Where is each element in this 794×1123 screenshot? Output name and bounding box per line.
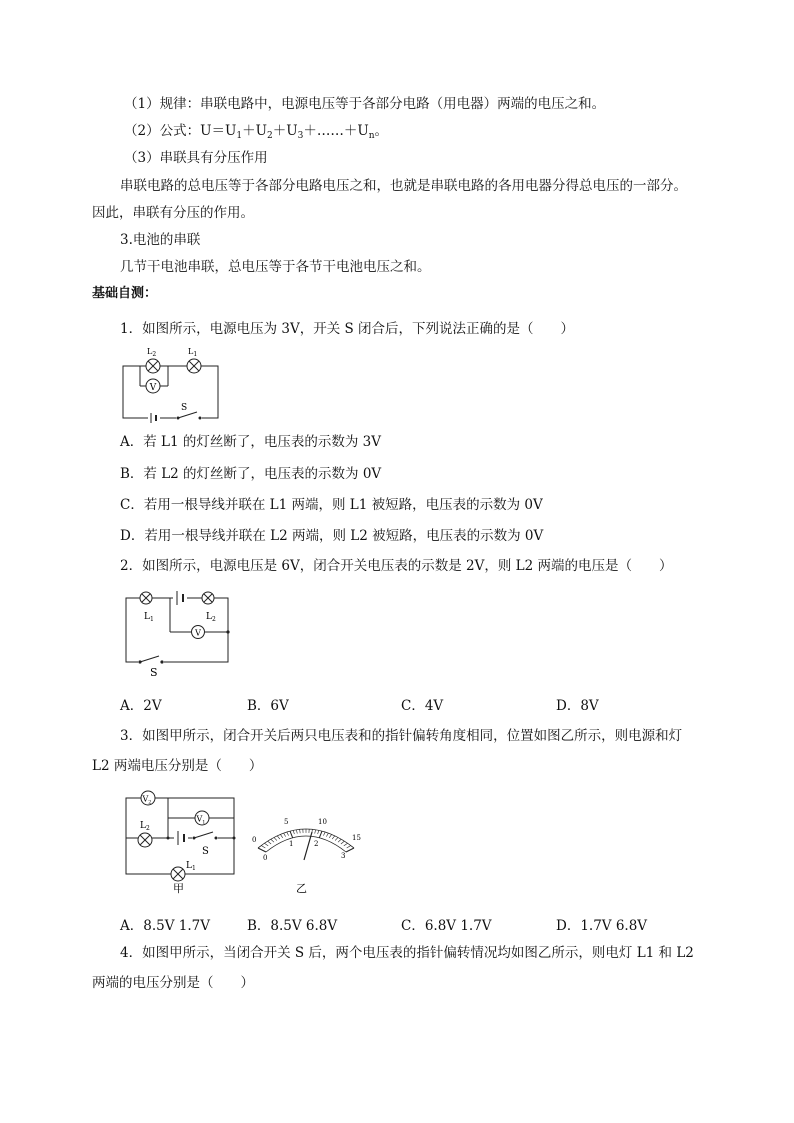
dial-tick: [280, 834, 282, 837]
q1-option-c: C．若用一根导线并联在 L1 两端，则 L1 被短路，电压表的示数为 0V: [120, 497, 543, 513]
lamp-l2-icon: [146, 359, 160, 373]
svg-text:L1: $L_1$: [186, 861, 196, 872]
voltmeter-v1-icon: [195, 811, 209, 826]
dial-tick: [332, 836, 335, 839]
svg-text:S: S: [202, 846, 209, 857]
dial-tick: [274, 837, 277, 840]
lamp-l2-icon: [138, 833, 152, 847]
q2-stem: 2．如图所示，电源电压是 6V，闭合开关电压表的示数是 2V，则 L2 两端的电压是（ ）: [120, 558, 673, 574]
outer-label-5: 5: [284, 818, 289, 826]
voltmeter-icon: [192, 626, 205, 639]
q3-stem-line-2: L2 两端电压分别是（ ）: [92, 758, 263, 774]
svg-text:V2: $V_2$: [142, 794, 152, 806]
dial-tick: [319, 831, 322, 838]
q1-option-d: D．若用一根导线并联在 L2 两端，则 L2 被短路，电压表的示数为 0V: [120, 528, 544, 544]
lamp-l1-icon: [187, 359, 201, 373]
outer-label-15: 15: [352, 834, 361, 842]
dial-tick: [261, 846, 265, 848]
lamp-l1-icon: [140, 592, 152, 604]
paragraph-1: 串联电路的总电压等于各部分电路电压之和，也就是串联电路的各用电器分得总电压的一部分。: [120, 178, 687, 194]
battery-icon: [173, 591, 187, 605]
q4-stem-line-2: 两端的电压分别是（ ）: [92, 975, 254, 991]
q2-option-b: B．6V: [247, 698, 289, 714]
inner-label-0: 0: [263, 854, 268, 862]
dial-tick: [284, 833, 286, 836]
svg-text:L2: $L_2$: [206, 612, 216, 623]
dial-tick: [338, 839, 341, 842]
q2-option-a: A．2V: [120, 698, 162, 714]
svg-text:L2: $L_2$: [140, 821, 150, 832]
rule-text: （1）规律：串联电路中，电源电压等于各部分电路（用电器）两端的电压之和。: [124, 96, 606, 112]
svg-text:乙: 乙: [296, 882, 307, 895]
q2-circuit-figure: [118, 588, 234, 679]
divide-heading: （3）串联具有分压作用: [124, 150, 268, 166]
outer-label-10: 10: [318, 818, 327, 826]
dial-tick: [344, 843, 348, 846]
dial-tick: [329, 834, 331, 837]
dial-tick: [258, 848, 266, 852]
q1-stem: 1．如图所示，电源电压为 3V，开关 S 闭合后，下列说法正确的是（ ）: [120, 321, 575, 337]
svg-text:甲: 甲: [173, 882, 184, 895]
q1-circuit-figure: [118, 344, 228, 420]
svg-text:S: S: [150, 666, 158, 679]
section-title: 基础自测：: [92, 286, 158, 301]
dial-tick: [293, 830, 294, 834]
lamp-l1-icon: [171, 867, 185, 881]
dial-tick: [287, 832, 289, 836]
switch-icon: [138, 656, 164, 666]
dial-tick: [318, 830, 319, 834]
formula-text: （2）公式：$U=U_1+U_2+U_3+\dots\dots+U_n$。: [124, 123, 389, 141]
dial-tick: [264, 843, 268, 846]
dial-tick: [341, 841, 345, 844]
dial-tick: [268, 841, 272, 844]
dial-tick: [346, 848, 354, 852]
dial-tick: [347, 846, 351, 848]
switch-icon: [176, 412, 202, 422]
battery-icon: [148, 412, 160, 424]
voltmeter-icon: [146, 379, 160, 393]
dial-tick: [296, 830, 297, 834]
q1-option-b: B．若 L2 的灯丝断了，电压表的示数为 0V: [120, 466, 382, 482]
svg-text:V1: $V_1$: [196, 814, 206, 826]
q1-option-a: A．若 L1 的灯丝断了，电压表的示数为 3V: [120, 434, 382, 450]
dial-tick: [277, 836, 280, 839]
lamp-l2-icon: [202, 592, 214, 604]
dial-tick: [326, 833, 328, 836]
voltmeter-v2-icon: [141, 791, 155, 806]
battery-heading: 3.电池的串联: [120, 232, 201, 248]
svg-text:V: V: [195, 628, 201, 638]
paragraph-2: 因此，串联有分压的作用。: [92, 205, 254, 221]
q3-option-a: A．8.5V 1.7V: [120, 918, 210, 934]
dial-tick: [335, 837, 338, 840]
dial-tick: [323, 832, 325, 836]
q3-voltmeter-dial-yi: [246, 812, 366, 896]
q3-option-c: C．6.8V 1.7V: [401, 918, 492, 934]
q3-option-d: D．1.7V 6.8V: [556, 918, 648, 934]
dial-tick: [300, 829, 301, 833]
battery-icon: [174, 831, 188, 845]
dial-tick: [271, 839, 274, 842]
svg-text:L1: $L_1$: [188, 347, 198, 358]
battery-text: 几节干电池串联，总电压等于各节干电池电压之和。: [120, 259, 431, 275]
dial-ticks: [258, 829, 354, 852]
inner-label-2: 2: [314, 840, 319, 848]
dial-tick: [315, 830, 316, 834]
q3-option-b: B．8.5V 6.8V: [247, 918, 338, 934]
outer-label-0: 0: [252, 836, 257, 844]
q3-stem-line-1: 3．如图甲所示，闭合开关后两只电压表和的指针偏转角度相同，位置如图乙所示，则电源和灯: [120, 728, 683, 744]
q3-circuit-figure-jia: [118, 788, 242, 896]
inner-label-3: 3: [341, 852, 346, 860]
q2-option-c: C．4V: [401, 698, 444, 714]
svg-text:S: S: [181, 403, 188, 413]
q4-stem-line-1: 4．如图甲所示，当闭合开关 S 后，两个电压表的指针偏转情况均如图乙所示，则电灯 L1 和 L2: [120, 945, 694, 961]
svg-text:V: V: [149, 383, 157, 393]
q2-option-d: D．8V: [556, 698, 599, 714]
svg-text:L1: $L_1$: [144, 612, 154, 623]
dial-tick: [290, 831, 293, 838]
inner-label-1: 1: [289, 840, 294, 848]
switch-icon: [192, 832, 218, 843]
svg-text:L2: $L_2$: [147, 347, 157, 358]
